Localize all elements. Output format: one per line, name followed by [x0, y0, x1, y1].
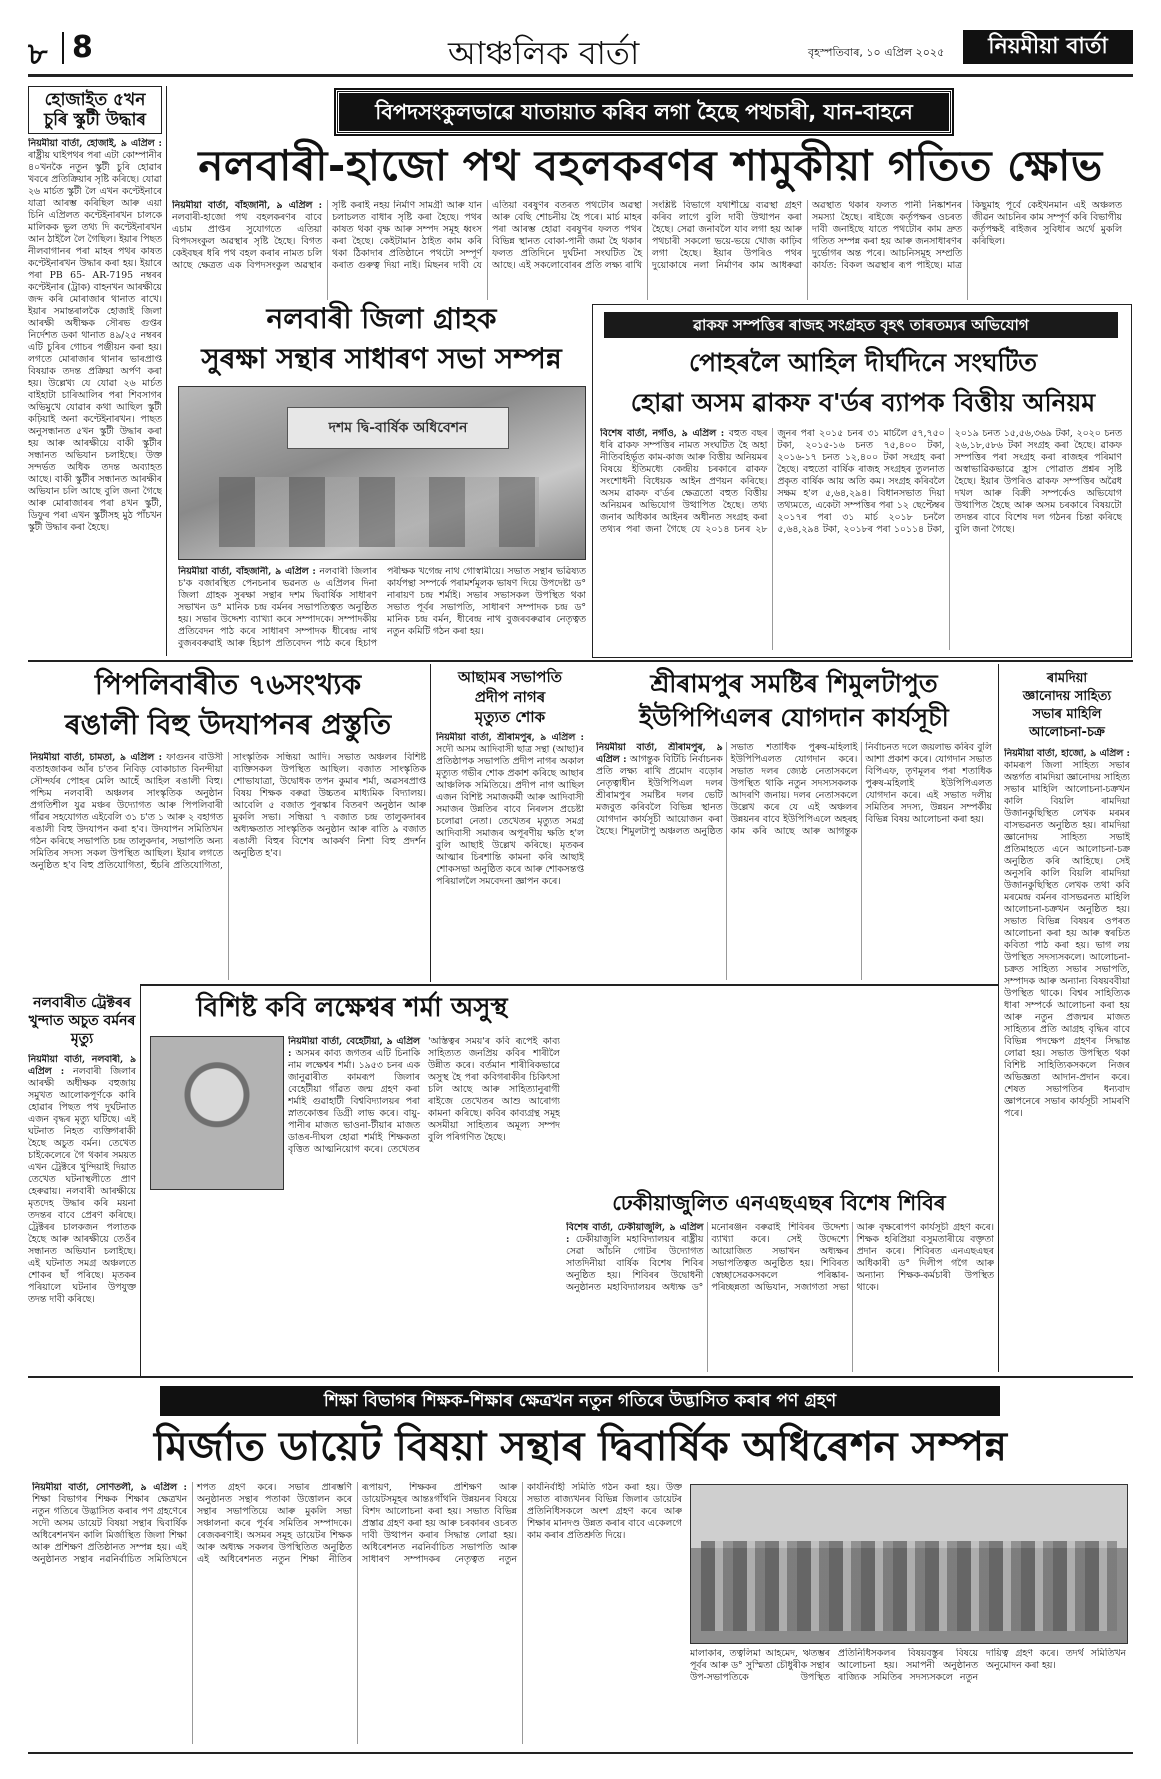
obit-headline-3: মৃত্যুত শোক [474, 708, 546, 726]
poet-body: নিয়মীয়া বাৰ্তা, বেহেটীয়া, ৯ এপ্ৰিল : অসমৰ কাব্য জগতৰ এটি চিনাকি নাম লক্ষেশ্বৰ শৰ্মা। ১৯৫৩ চনৰ এক জানুৱাৰীত কামৰূপ জিলাৰ বেহেটীয়া গাঁৱত জন্ম গ্ৰহণ কৰা শৰ্মাই গুৱাহাটী বিশ্ববিদ্যালয়ৰ পৰা স্নাতকোত্তৰ ডিগ্ৰী লাভ কৰে। বায়ু-পানীৰ মাজত ভাওনা-টীয়াৰ মাজত ডাঙৰ-দীঘল হোৱা শৰ্মাই শিক্ষকতা বৃত্তিত আত্মনিয়োগ কৰে। তেখেতৰ 'অস্তিত্বৰ সময়'ৰ কবি ৰূপেই কাব্য সাহিত্যত জনপ্ৰিয় কবিৰ শাৰীলৈ উন্নীত কৰে। বৰ্তমান শাৰীৰিকভাৱে অসুস্থ হৈ পৰা কবিগৰাকীৰ চিকিৎসা চলি আছে আৰু সাহিত্যানুৰাগী ৰাইজে তেখেতৰ আশু আৰোগ্য কামনা কৰিছে। কবিৰ কাব্যগ্ৰন্থ সমূহ অসমীয়া সাহিত্যৰ অমূল্য সম্পদ বুলি পৰিগণিত হৈছে। [288, 1036, 560, 1155]
page-number-left: ৮ [28, 37, 48, 72]
ramdia-headline-2: জ্ঞানোদয় সাহিত্য [1022, 689, 1112, 704]
obit-headline-1: আছামৰ সভাপতি [457, 668, 563, 686]
waqf-headline-2: হোৱা অসম ৱাকফ ব'ৰ্ডৰ ব্যাপক বিত্তীয় অনিয়ম [630, 388, 1096, 417]
top-banner: বিপদসংকুলভাৱে যাতায়াত কৰিব লগা হৈছে পথচাৰী, যান-বাহনে [336, 90, 952, 134]
masthead-rule [28, 74, 1133, 77]
meeting-headline-2: সুৰক্ষা সন্থাৰ সাধাৰণ সভা সম্পন্ন [201, 342, 562, 375]
photo-people [701, 1541, 1117, 1631]
column-rule [166, 86, 167, 656]
bihu-headline-1: পিপলিবাৰীত ৭৬সংখ্যক [94, 668, 362, 701]
poet-photo [150, 1036, 284, 1190]
diet-body: নিয়মীয়া বাৰ্তা, সোণতলী, ৯ এপ্ৰিল : শিক্ষা বিভাগৰ শিক্ষক শিক্ষাৰ ক্ষেত্ৰখন নতুন গতিৰে উদ্ভাসিত কৰাৰ পণ গ্ৰহণেৰে সদৌ অসম ডায়েট বিষয়া সন্থাৰ দ্বিবাৰ্ষিক অধিৰেশনখন কালি মিৰ্জাস্থিত জিলা শিক্ষা আৰু প্ৰশিক্ষণ প্ৰতিষ্ঠানত সম্পন্ন হয়। এই অনুষ্ঠানত সন্থাৰ নৱনিৰ্বাচিত সমিতিখনে শপত গ্ৰহণ কৰে। সভাৰ প্ৰাৰম্ভণি অনুষ্ঠানত সন্থাৰ পতাকা উত্তোলন কৰে সন্থাৰ সভাপতিয়ে আৰু মুকলি সভা সঞ্চালনা কৰে পূৰ্বৰ সমিতিৰ সম্পাদকে। ৰেজকৰণাই। অসমৰ সমূহ ডায়েটৰ শিক্ষক আৰু অধ্যক্ষ সকলৰ উপস্থিতিত অনুষ্ঠিত এই অধিৰেশনত নতুন শিক্ষা নীতিৰ ৰূপায়ণ, শিক্ষকৰ প্ৰশিক্ষণ আৰু ডায়েটসমূহৰ আন্তঃগাঁথনি উন্নয়নৰ বিষয়ে বিশদ আলোচনা কৰা হয়। সভাত বিভিন্ন প্ৰস্তাৱ গ্ৰহণ কৰা হয় আৰু চৰকাৰৰ ওচৰত দাবী উত্থাপন কৰাৰ সিদ্ধান্ত লোৱা হয়। অধিৰেশনত নৱনিৰ্বাচিত সভাপতি আৰু সাধাৰণ সম্পাদকৰ নেতৃত্বত নতুন কাৰ্যনিৰ্বাহী সমিতি গঠন কৰা হয়। উক্ত সভাত ৰাজ্যখনৰ বিভিন্ন জিলাৰ ডায়েটৰ প্ৰতিনিধিসকলে অংশ গ্ৰহণ কৰে আৰু শিক্ষাৰ মানদণ্ড উন্নত কৰাৰ বাবে একেলগে কাম কৰাৰ প্ৰতিশ্ৰুতি দিয়ে। [32, 1482, 682, 1565]
waqf-headline-1: পোহৰলৈ আহিল দীৰ্ঘদিনে সংঘটিত [688, 348, 1038, 377]
waqf-banner: ৱাকফ সম্পত্তিৰ ৰাজহ সংগ্ৰহত বৃহৎ তাৰতম্যৰ অভিযোগ [604, 312, 1118, 338]
lead-body: নিয়মীয়া বাৰ্তা, বাঁহজানী, ৯ এপ্ৰিল : নলবাৰী-হাজো পথ বহলকৰণৰ বাবে এচাম প্ৰাপ্তৰ সুযোগতে এতিয়া বিপদসংকুল অৱস্থাৰ সৃষ্টি হৈছে। বিগত কেইবছৰ ধৰি পথ বহল কৰাৰ নামত চলি আছে ক্ষেত্ৰত এক বিপদসংকুল অৱস্থাৰ সৃষ্টি কৰাই নহয় নিৰ্মাণ সামগ্ৰী আৰু যান চলাচলত বাধাৰ সৃষ্টি কৰা হৈছে। পথৰ কাষত থকা বৃক্ষ আৰু সম্পদ সমূহ ধ্বংস কৰা হৈছে। কেইটামান ঠাইত কাম কৰি থকা ঠিকাদাৰ প্ৰতিষ্ঠানে পথটো সম্পূৰ্ণ কৰাত গুৰুত্ব দিয়া নাই। মিছনৰ দাবী যে এতিয়া বৰষুণৰ বতৰত পথটোৰ অৱস্থা আৰু বেছি শোচনীয় হৈ পৰে। মাৰ্চ মাহৰ পৰা আৰম্ভ হোৱা বৰষুণৰ ফলত পথৰ বিভিন্ন স্থানত বোকা-পানী জমা হৈ থকাৰ ফলত প্ৰতিদিনে দুৰ্ঘটনা সংঘটিত হৈ আছে। এই সকলোবোৰৰ প্ৰতি লক্ষ্য ৰাখি সংশ্লিষ্ট বিভাগে যথাশীঘ্ৰে ব্যৱস্থা গ্ৰহণ কৰিব লাগে বুলি দাবী উত্থাপন কৰা হৈছে। সেৱা জনাবলৈ যাব লগা হয় আৰু পথচাৰী সকলো ভয়ে-ভয়ে খোজ কাঢ়িব লগা হৈছে। ইয়াৰ উপৰিও পথৰ দুয়োকাষে নলা নিৰ্মাণৰ কাম আধৰুৱা অৱস্থাত থকাৰ ফলত পানী নিষ্কাশনৰ সমস্যা হৈছে। ৰাইজে কৰ্তৃপক্ষৰ ওচৰত দাবী জনাইছে যাতে পথটোৰ কাম দ্ৰুত গতিত সম্পন্ন কৰা হয় আৰু জনসাধাৰণৰ দুৰ্ভোগৰ অন্ত পৰে। আচনিসমূহ সম্প্ৰতি কাৰ্যত: বিকল অৱস্থাৰ ৰূপ পাইছে। মাত্ৰ কিছুমাহ পূৰ্বে কেইখনমান এই অঞ্চলত জীৱন আচনিৰ কাম সম্পূৰ্ণ কৰি বিভাগীয় কৰ্তৃপক্ষই ৰাইজৰ সুবিধাৰ অৰ্থে মুকলি কৰিছিল। [172, 200, 1122, 271]
photo-people [219, 477, 539, 547]
bihu-body: নিয়মীয়া বাৰ্তা, চামতা, ৯ এপ্ৰিল : ফাগুনৰ বাউসী বতাহজাকৰ আঁৰ চ'তৰ নিবিড় বোকাচাত বিনন্দীয়া সৌন্দৰ্যৰ পোহৰ মেলি আহেঁ আহিল ৰঙালী বিহু। পশ্চিম নলবাৰী অঞ্চলৰ সাংস্কৃতিক অনুষ্ঠান প্ৰগতিশীল যুৱ মঞ্চৰ উদ্যোগত আৰু পিপলিবাৰী গাঁৱৰ সহযোগত এইবেলি ৩১ চ'ত ১ আৰু ২ বহাগত ৰঙালী বিহু উদযাপন কৰা হ'ব। উদযাপন সমিতিখন গঠন কৰিছে সভাপতি চন্দ্ৰ তালুকদাৰ, সভাপতি অন্য সমিতিৰ সদস্য সকল উপস্থিত আছিল। ইয়াৰ লগতে অনুষ্ঠিত হ'ব বিহু প্ৰতিযোগিতা, হুঁচৰি প্ৰতিযোগিতা, সাংস্কৃতিক সন্ধিয়া আদি। সভাত অঞ্চলৰ বিশিষ্ট ব্যক্তিসকল উপস্থিত আছিল। বজাত সাংস্কৃতিক শোভাযাত্ৰা, উদ্বোধক তপন কুমাৰ শৰ্মা, অৱসৰপ্ৰাপ্ত বিষয় শিক্ষক বৰুৱা উচ্চতৰ মাধ্যমিক বিদ্যালয়। আবেলি ৫ বজাত পুৰস্কাৰ বিতৰণ অনুষ্ঠান আৰু মুকলি সভা। সন্ধিয়া ৭ বজাত চন্দ্ৰ তালুকদাৰৰ অধ্যক্ষতাত সাংস্কৃতিক অনুষ্ঠান আৰু ৰাতি ৯ বজাত ৰঙালী বিহুৰ বিশেষ আকৰ্ষণ নিশা বিহু প্ৰদৰ্শন অনুষ্ঠিত হ'ব। [30, 752, 426, 871]
section-rule [28, 660, 1133, 662]
section-rule [28, 1376, 1133, 1378]
page-number-right: 8 [72, 30, 93, 65]
footer-rule [28, 1752, 1133, 1754]
column-rule [998, 664, 999, 1372]
story-hojai-box [28, 86, 162, 656]
photo-banner: দশম দ্বি-বাৰ্ষিক অধিবেশন [287, 407, 509, 449]
bottom-banner: শিক্ষা বিভাগৰ শিক্ষক-শিক্ষাৰ ক্ষেত্ৰখন নতুন গতিৰে উদ্ভাসিত কৰাৰ পণ গ্ৰহণ [160, 1386, 1000, 1416]
ramdia-headline-4: আলোচনা-চক্ৰ [1029, 725, 1105, 740]
story-accident-headline: নলবাৰীত ট্ৰেক্টৰৰ খুন্দাত অচুত বৰ্মনৰ মৃত্যু [28, 995, 136, 1047]
obit-headline-2: প্ৰদীপ নাগৰ [474, 688, 546, 706]
ramdia-headline-3: সভাৰ মাহিলি [1032, 707, 1102, 722]
upl-headline-2: ইউপিপিএলৰ যোগদান কাৰ্যসূচী [639, 703, 949, 732]
camp-body: বিশেষ বাৰ্তা, ঢেকীয়াজুলি, ৯ এপ্ৰিল : ঢেকীয়াজুলি মহাবিদ্যালয়ৰ ৰাষ্ট্ৰীয় সেৱা আঁচনি গোটৰ উদ্যোগত সাতদিনীয়া বাৰ্ষিক বিশেষ শিবিৰ অনুষ্ঠিত হয়। শিবিৰৰ উদ্বোধনী অনুষ্ঠানত মহাবিদ্যালয়ৰ অধ্যক্ষ ড° মনোৰঞ্জন বৰুৱাই শিবিৰৰ উদ্দেশ্য ব্যাখ্যা কৰে। সেই উদ্দেশ্যে আয়োজিত সভাখন অধ্যক্ষৰ সভাপতিত্বত অনুষ্ঠিত হয়। শিবিৰত স্বেচ্ছাসেৱকসকলে পৰিষ্কাৰ-পৰিচ্ছন্নতা অভিযান, সজাগতা সভা আৰু বৃক্ষৰোপণ কাৰ্যসূচী গ্ৰহণ কৰে। শিক্ষক হৰিপ্ৰিয়া বসুমতাৰীয়ে বক্তৃতা প্ৰদান কৰে। শিবিৰত এনএছএছৰ অধিকাৰী ড° দিলীপ গগৈ আৰু অন্যান্য শিক্ষক-কৰ্মচাৰী উপস্থিত থাকে। [566, 1222, 994, 1293]
diet-body-2: মালাকাৰ, তত্বলিমা আহমেদ, ঋতম্ভৰ পূৰ্বৰ আৰু ড° সুস্মিতা চৌধুৰীক সন্থাৰ উপ-সভাপতিকে উপস্থিত প্ৰতিনিধিসকলৰ বিষয়বস্তুৰ বিষয়ে আলোচনা হয়। সমাপনী অনুষ্ঠানত ৰাজ্যিক সমিতিৰ সদস্যসকলে নতুন দায়িত্ব গ্ৰহণ কৰে। তদৰ্থ সমিতিখন অনুমোদন কৰা হয়। [690, 1648, 1126, 1683]
diet-headline: মিৰ্জাত ডায়েট বিষয়া সন্থাৰ দ্বিবাৰ্ষিক অধিৰেশন সম্পন্ন [154, 1424, 1007, 1470]
bihu-headline-2: ৰঙালী বিহু উদযাপনৰ প্ৰস্তুতি [64, 708, 392, 741]
divider [62, 32, 64, 64]
meeting-headline-1: নলবাৰী জিলা গ্ৰাহক [266, 302, 497, 335]
story-accident-body: নিয়মীয়া বাৰ্তা, নলবাৰী, ৯ এপ্ৰিল : নলবাৰী জিলাৰ আৰক্ষী অধীক্ষক বহুজায় সমুখত আলোকপূৰ্ণকে কাৰি হোৱাৰ পিছত পথ দুৰ্ঘটনাত এজন বৃদ্ধৰ মৃত্যু ঘটিছে। এই ঘটনাত নিহত ব্যক্তিগৰাকী হৈছে অচুত বৰ্মন। তেখেত চাইকেলেৰে গৈ থকাৰ সময়ত এখন ট্ৰেক্টৰে খুন্দিয়াই দিয়াত তেখেত ঘটনাস্থলীতে প্ৰাণ হেৰুৱায়। নলবাৰী আৰক্ষীয়ে মৃতদেহ উদ্ধাৰ কৰি ময়না তদন্তৰ বাবে প্ৰেৰণ কৰিছে। ট্ৰেক্টৰৰ চালকজন পলাতক হৈছে আৰু আৰক্ষীয়ে তেওঁৰ সন্ধানত অভিযান চলাইছে। এই ঘটনাত সমগ্ৰ অঞ্চলতে শোকৰ ছাঁ পৰিছে। মৃতকৰ পৰিয়ালে ঘটনাৰ উপযুক্ত তদন্ত দাবী কৰিছে। [28, 1054, 136, 1305]
section-rule [140, 984, 998, 986]
meeting-photo [178, 386, 586, 560]
upl-body: নিয়মীয়া বাৰ্তা, শ্ৰীৰামপুৰ, ৯ এপ্ৰিল : আগন্তুক বিটিচি নিৰ্বাচনক প্ৰতি লক্ষ্য ৰাখি প্ৰমোদ বড়োৰ নেতৃত্বাধীন ইউপিপিএল দলৰ শ্ৰীৰামপুৰ সমষ্টিৰ দলৰ ভেটি মজবুত কৰিবলৈ বিভিন্ন স্থানত যোগদান কাৰ্যসূচী আয়োজন কৰা হৈছে। শিমুলটাপু অঞ্চলত অনুষ্ঠিত সভাত শতাধিক পুৰুষ-মহিলাই ইউপিপিএলত যোগদান কৰে। সভাত দলৰ জ্যেষ্ঠ নেতাসকলে উপস্থিত থাকি নতুন সদস্যসকলক আদৰণি জনায়। দলৰ নেতাসকলে উল্লেখ কৰে যে এই অঞ্চলৰ উন্নয়নৰ বাবে ইউপিপিএলে অহৰহ কাম কৰি আছে আৰু আগন্তুক নিৰ্বাচনত দলে জয়লাভ কৰিব বুলি আশা প্ৰকাশ কৰে। যোগদান সভাত বিপিএফ, তৃণমূলৰ পৰা শতাধিক পুৰুষ-মহিলাই ইউপিপিএলত যোগদান কৰে। এই সভাত দলীয় সমিতিৰ সদস্য, উন্নয়ন সম্পৰ্কীয় বিভিন্ন বিষয় আলোচনা কৰা হয়। [596, 742, 992, 837]
issue-date: বৃহস্পতিবাৰ, ১০ এপ্ৰিল ২০২৫ [808, 46, 945, 59]
obit-body: নিয়মীয়া বাৰ্তা, শ্ৰীৰামপুৰ, ৯ এপ্ৰিল : সদৌ অসম আদিবাসী ছাত্ৰ সন্থা (আছা)ৰ প্ৰতিষ্ঠাপক সভাপতি প্ৰদীপ নাগৰ অকাল মৃত্যুত গভীৰ শোক প্ৰকাশ কৰিছে আছাৰ আঞ্চলিক সমিতিয়ে। প্ৰদীপ নাগ আছিল এজন বিশিষ্ট সমাজকৰ্মী আৰু আদিবাসী সমাজৰ উন্নতিৰ বাবে নিৰলস প্ৰচেষ্টা চলোৱা নেতা। তেখেতৰ মৃত্যুত সমগ্ৰ আদিবাসী সমাজৰ অপূৰণীয় ক্ষতি হ'ল বুলি আছাই উল্লেখ কৰিছে। মৃতকৰ আত্মাৰ চিৰশান্তি কামনা কৰি আছাই শোকসভা অনুষ্ঠিত কৰে আৰু শোকসন্তপ্ত পৰিয়াললৈ সমবেদনা জ্ঞাপন কৰে। [436, 732, 584, 887]
poet-headline: বিশিষ্ট কবি লক্ষেশ্বৰ শৰ্মা অসুস্থ [196, 993, 508, 1023]
masthead [28, 28, 1133, 74]
ramdia-headline-1: ৰামদিয়া [1046, 671, 1088, 686]
meeting-body: নিয়মীয়া বাৰ্তা, বাঁহজানী, ৯ এপ্ৰিল : নলবাৰী জিলাৰ চ'ক বজাৰস্থিত পেনচনাৰ ভৱনত ৬ এপ্ৰিলৰ দিনা জিলা গ্ৰাহক সুৰক্ষা সন্থাৰ দশম দ্বিবাৰ্ষিক সাধাৰণ সভাখন ড° মানিক চন্দ্ৰ বৰ্মনৰ সভাপতিত্বত অনুষ্ঠিত হয়। সভাৰ উদ্দেশ্য ব্যাখ্যা কৰে সম্পাদকে। সম্পাদকীয় প্ৰতিবেদন পাঠ কৰে সাধাৰণ সম্পাদক ধীৰেন্দ্ৰ নাথ বুজৰবৰুৱাই আৰু হিচাপ প্ৰতিবেদন পাঠ কৰে হিচাপ পৰীক্ষক খগেন্দ্ৰ নাথ গোস্বামীয়ে। সভাত সন্থাৰ ভৱিষ্যত কাৰ্যপন্থা সম্পৰ্কে পৰামৰ্শমূলক ভাষণ দিয়ে উপদেষ্টা ড° নাৰায়ণ চন্দ্ৰ শৰ্মাই। সভাৰ সভাসকল উপস্থিত থকা সভাত পূৰ্বৰ সভাপতি, সাধাৰণ সম্পাদক চন্দ্ৰ ড° মানিক চন্দ্ৰ বৰ্মন, ধীৰেন্দ্ৰ নাথ বুজৰবৰুৱাৰ নেতৃত্বত নতুন কমিটি গঠন কৰা হয়। [178, 566, 586, 649]
newspaper-logo: নিয়মীয়া বাৰ্তা [963, 30, 1133, 64]
lead-headline: নলবাৰী-হাজো পথ বহলকৰণৰ শামুকীয়া গতিত ক্ষোভ [198, 141, 1103, 190]
waqf-body: বিশেষ বাৰ্তা, নগাঁও, ৯ এপ্ৰিল : বহুত বছৰ ধৰি ৱাকফ সম্পত্তিৰ নামত সংঘটিত হৈ অহা নীতিবহিৰ্ভূত কাম-কাজ আৰু বিত্তীয় অনিয়মৰ বিষয়ে ইতিমধ্যে কেন্দ্ৰীয় চৰকাৰে ৱাকফ সংশোধনী বিধেয়ক আইন প্ৰণয়ন কৰিছে। অসম ৱাকফ ব'ৰ্ডৰ ক্ষেত্ৰতো বহুত বিত্তীয় অনিয়মৰ অভিযোগ উত্থাপিত হৈছে। তথ্য জনাৰ অধিকাৰ আইনৰ অধীনত সংগ্ৰহ কৰা তথ্যৰ পৰা জনা গৈছে যে ২০১৪ চনৰ ২৮ জুনৰ পৰা ২০১৫ চনৰ ৩১ মাৰ্চলৈ ৫৭,৭৫০ টকা, ২০১৫-১৬ চনত ৭৫,৪০০ টকা, ২০১৬-১৭ চনত ১২,৪০০ টকা সংগ্ৰহ কৰা হৈছে। বহুতো বাৰ্ষিক ৰাজহ সংগ্ৰহৰ তুলনাত প্ৰকৃত বাৰ্ষিক আয় অতি কম। সংগ্ৰহ কৰিবলৈ সক্ষম হ'ল ৫,৬৪,২৯৪। বিধানসভাত দিয়া তথ্যমতে, একেটা সম্পত্তিৰ পৰা ১২ ছেপ্টেম্বৰ ২০১৭ৰ পৰা ৩১ মাৰ্চ ২০১৮ চনলৈ ৫,৬৪,২৯৪ টকা, ২০১৮ৰ পৰা ১০১১৪ টকা, ২০১৯ চনত ১৫,৫৬,৩৬৯ টকা, ২০২০ চনত ২৬,১৮,৫৮৬ টকা সংগ্ৰহ কৰা হৈছে। ৱাকফ সম্পত্তিৰ পৰা সংগ্ৰহ কৰা ৰাজহৰ পৰিমাণ অস্বাভাৱিকভাৱে হ্ৰাস পোৱাত প্ৰশ্নৰ সৃষ্টি হৈছে। ইয়াৰ উপৰিও ৱাকফ সম্পত্তিৰ অৱৈধ দখল আৰু বিক্ৰী সম্পৰ্কেও অভিযোগ উত্থাপিত হৈছে আৰু অসম চৰকাৰে বিষয়টো তদন্তৰ বাবে বিশেষ দল গঠনৰ চিন্তা কৰিছে বুলি জনা গৈছে। [600, 428, 1122, 535]
diet-photo [690, 1484, 1128, 1644]
ramdia-body: নিয়মীয়া বাৰ্তা, হাজো, ৯ এপ্ৰিল : কামৰূপ জিলা সাহিত্য সভাৰ অন্তৰ্গত ৰামদিয়া জ্ঞানোদয় সাহিত্য সভাৰ মাহিলি আলোচনা-চক্ৰখন কালি বিয়লি ৰামদিয়া উজানকুছিস্থিত লেখক মৰমৰ বাসভৱনত অনুষ্ঠিত হয়। ৰামদিয়া জ্ঞানোদয় সাহিত্য সভাই প্ৰতিমাহতে এনে আলোচনা-চক্ৰ অনুষ্ঠিত কৰি আহিছে। সেই অনুসৰি কালি বিয়লি ৰামদিয়া উজানকুছিস্থিত লেখক তথা কবি মৰমেন্দ্ৰ বৰ্মনৰ বাসভৱনত মাহিলি আলোচনা-চক্ৰখন অনুষ্ঠিত হয়। সভাত বিভিন্ন বিষয়ৰ ওপৰত আলোচনা কৰা হয় আৰু স্বৰচিত কবিতা পাঠ কৰা হয়। ভাগ লয় উপস্থিত সদস্যসকলে। আলোচনা-চক্ৰত সাহিত্য সভাৰ সভাপতি, সম্পাদক আৰু অন্যান্য বিষয়ববীয়া উপস্থিত থাকে। বিশ্বৰ সাহিত্যিক ধাৰা সম্পৰ্কে আলোচনা কৰা হয় আৰু নতুন প্ৰজন্মৰ মাজত সাহিত্যৰ প্ৰতি আগ্ৰহ বৃদ্ধিৰ বাবে বিভিন্ন পদক্ষেপ গ্ৰহণৰ সিদ্ধান্ত লোৱা হয়। সভাত উপস্থিত থকা বিশিষ্ট সাহিত্যিকসকলে নিজৰ অভিজ্ঞতা আদান-প্ৰদান কৰে। শেষত সভাপতিৰ ধন্যবাদ জ্ঞাপনেৰে সভাৰ কাৰ্যসূচী সামৰণি পৰে। [1004, 748, 1130, 1119]
story-hojai-body: নিয়মীয়া বাৰ্তা, হোজাই, ৯ এপ্ৰিল : ৰাষ্ট্ৰীয় ঘাইপথৰ পৰা এটা কোম্পানীৰ ৪০খনকৈ নতুন স্কুটী চুৰি হোৱাৰ খবৰে প্ৰতিক্ৰিয়াৰ সৃষ্টি কৰিছে। যোৱা ২৬ মাৰ্চত স্কুটী লৈ এখন কণ্টেইনাৰে যাত্ৰা আৰম্ভ কৰিছিল আৰু এয়া চিনি এপ্ৰিলত কণ্টেইনাৰখন চালকে মালিকক ভুল তথ্য দি কণ্টেইনাৰখন আন ঠাইলৈ লৈ গৈছিল। ইয়াৰ পিছত নীলবাগানৰ পৰা মাহৰ পথৰ কাষত কণ্টেইনাৰখন উদ্ধাৰ কৰা হয়। ইয়াৰে পৰা PB 65- AR-7195 নম্বৰৰ কণ্টেইনাৰ (ট্ৰাক) বাহনখন আৰক্ষীয়ে জব্দ কৰি মোৰাজাৰ থানাত ৰাখে। ইয়াৰ সমান্তৰালকৈ হোজাই জিলা আৰক্ষী অধীক্ষক সৌৰভ গুপ্তৰ নিৰ্দেশত ডকা থানাত ৪৯/২৫ নম্বৰৰ এটি চুৰিৰ গোচৰ পঞ্জীয়ন কৰা হয়। লগতে মোৰাজাৰ থানাৰ ভাৰপ্ৰাপ্ত বিষয়াক তদন্ত প্ৰক্ৰিয়া অৰ্পণ কৰা হয়। উল্লেখ্য যে যোৱা ২৬ মাৰ্চত বাইহাটা চাৰিআলিৰ পৰা শিবসাগৰ অভিমুখে যোৱাৰ কথা আছিল স্কুটী কঢ়িয়াই অনা কণ্টেইনাৰখন। পাছত অনুসন্ধানত ৫খন স্কুটী উদ্ধাৰ কৰা হয় আৰু আৰক্ষীয়ে বাকী স্কুটীৰ সন্ধানত অভিযান চলাইছে। উক্ত সন্দৰ্ভত অধিক তদন্ত অব্যাহত আছে। বাকী স্কুটীৰ সন্ধানত আৰক্ষীৰ অভিযান চলি আছে বুলি জনা গৈছে আৰু মোৰাজাৰৰ পৰা ৪খন স্কুটী, ডিফুৰ পৰা এখন স্কুটীসহ মুঠ পাঁচখন স্কুটী উদ্ধাৰ কৰা হৈছে। [28, 138, 162, 533]
story-hojai-headline: হোজাইত ৫খন চুৰি স্কুটী উদ্ধাৰ [28, 86, 162, 134]
section-title: আঞ্চলিক বাৰ্তা [448, 34, 640, 72]
story-nalbari-accident [28, 994, 136, 1424]
upl-headline-1: শ্ৰীৰামপুৰ সমষ্টিৰ শিমুলটাপুত [650, 669, 938, 698]
column-rule [140, 984, 141, 1376]
camp-headline: ঢেকীয়াজুলিত এনএছএছৰ বিশেষ শিবিৰ [612, 1191, 946, 1215]
